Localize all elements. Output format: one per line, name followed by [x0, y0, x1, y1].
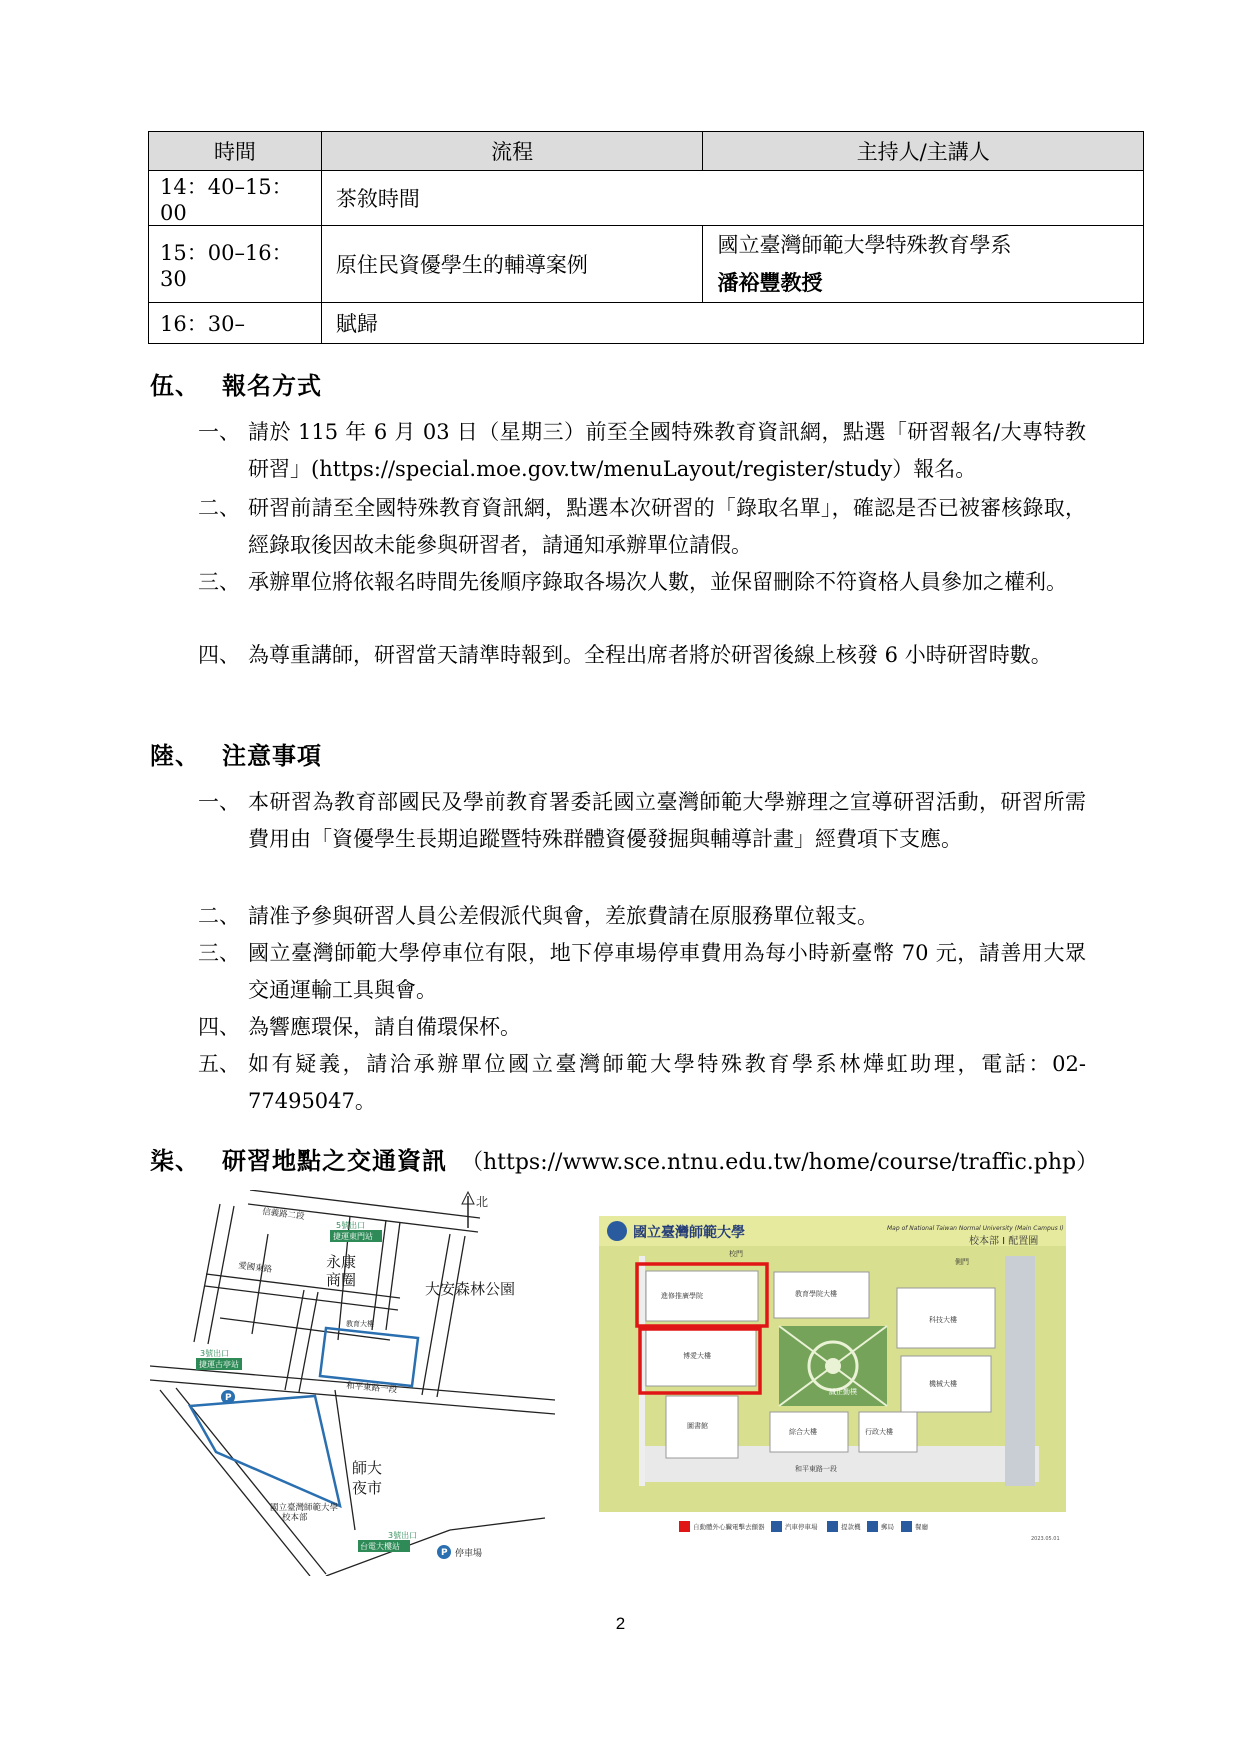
- page-number: 2: [615, 1614, 626, 1633]
- header-time: 時間: [149, 132, 322, 171]
- svg-text:捷運東門站: 捷運東門站: [333, 1232, 373, 1241]
- list-item-text: 承辦單位將依報名時間先後順序錄取各場次人數，並保留刪除不符資格人員參加之權利。: [248, 570, 1067, 594]
- list-item: [198, 1046, 1086, 1120]
- table-row: [149, 303, 1144, 344]
- svg-text:郵局: 郵局: [881, 1523, 894, 1531]
- svg-text:自動體外心臟電擊去顫器: 自動體外心臟電擊去顫器: [693, 1523, 765, 1531]
- section-title: 報名方式: [222, 371, 322, 400]
- list-marker: 一、: [198, 790, 240, 814]
- table-row: [149, 226, 1144, 303]
- list-marker: 四、: [198, 643, 240, 667]
- svg-text:國立臺灣師範大學: 國立臺灣師範大學: [633, 1225, 745, 1241]
- list-item: [198, 1009, 1086, 1046]
- svg-text:信義路二段: 信義路二段: [261, 1207, 306, 1223]
- list-item-text: 國立臺灣師範大學停車位有限，地下停車場停車費用為每小時新臺幣 70 元，請善用大眾交通運輸工具與會。: [248, 941, 1086, 1002]
- svg-text:Map of National Taiwan Normal: Map of National Taiwan Normal University (Main Campus I): [887, 1225, 1064, 1232]
- list-item: [198, 490, 1086, 564]
- svg-text:夜市: 夜市: [352, 1479, 383, 1497]
- campus-map: [599, 1216, 1066, 1544]
- host-name: 潘裕豐教授: [717, 270, 823, 295]
- list-item: [198, 637, 1086, 674]
- section-heading-notes: [150, 736, 322, 771]
- row-time: 16：30–: [149, 303, 322, 344]
- list-item-text: 研習前請至全國特殊教育資訊網，點選本次研習的「錄取名單」，確認是否已被審核錄取，經錄取後因故未能參與研習者，請通知承辦單位請假。: [248, 496, 1086, 557]
- host-affiliation: 國立臺灣師範大學特殊教育學系: [717, 233, 1012, 257]
- section-title: 注意事項: [222, 741, 322, 770]
- list-marker: 二、: [198, 496, 240, 520]
- schedule-table: [148, 131, 1144, 344]
- svg-text:側門: 側門: [955, 1258, 969, 1266]
- row-host: [703, 226, 1144, 303]
- svg-text:教育學院大樓: 教育學院大樓: [795, 1290, 837, 1298]
- svg-text:機械大樓: 機械大樓: [929, 1380, 957, 1388]
- list-item: [198, 935, 1086, 1009]
- section-number: 陸、: [150, 741, 200, 770]
- table-header-row: [149, 132, 1144, 171]
- svg-text:和平東路一段: 和平東路一段: [345, 1381, 398, 1396]
- list-marker: 一、: [198, 420, 240, 444]
- svg-text:停車場: 停車場: [455, 1549, 483, 1559]
- svg-text:大安森林公園: 大安森林公園: [425, 1280, 516, 1298]
- list-item: [198, 784, 1086, 858]
- section-heading-traffic: [150, 1141, 1098, 1176]
- svg-text:汽車停車場: 汽車停車場: [785, 1523, 818, 1531]
- list-item-text: 為響應環保，請自備環保杯。: [248, 1015, 521, 1039]
- list-marker: 四、: [198, 1015, 240, 1039]
- svg-text:提款機: 提款機: [841, 1523, 861, 1531]
- header-flow: 流程: [321, 132, 703, 171]
- svg-text:國立臺灣師範大學: 國立臺灣師範大學: [270, 1503, 339, 1513]
- street-map: [150, 1190, 555, 1576]
- section-title: 研習地點之交通資訊: [222, 1146, 447, 1175]
- list-item-text: 為尊重講師，研習當天請準時報到。全程出席者將於研習後線上核發 6 小時研習時數。: [248, 643, 1052, 667]
- svg-text:進修推廣學院: 進修推廣學院: [661, 1292, 703, 1300]
- header-host: 主持人/主講人: [703, 132, 1144, 171]
- svg-text:商圈: 商圈: [326, 1271, 357, 1289]
- list-marker: 三、: [198, 941, 240, 965]
- section-number: 柒、: [150, 1146, 200, 1175]
- svg-text:5號出口: 5號出口: [336, 1221, 366, 1230]
- list-item: [198, 898, 1086, 935]
- svg-text:行政大樓: 行政大樓: [865, 1428, 893, 1436]
- list-item-text: 請准予參與研習人員公差假派代與會，差旅費請在原服務單位報支。: [248, 904, 878, 928]
- svg-text:誠正勤樸: 誠正勤樸: [829, 1388, 857, 1396]
- svg-text:教育大樓: 教育大樓: [346, 1320, 374, 1328]
- svg-text:校本部 I 配置圖: 校本部 I 配置圖: [969, 1236, 1039, 1247]
- row-flow: 茶敘時間: [321, 171, 1143, 226]
- svg-text:科技大樓: 科技大樓: [929, 1316, 957, 1324]
- list-marker: 五、: [198, 1052, 240, 1076]
- section-heading-registration: [150, 366, 322, 401]
- table-row: [149, 171, 1144, 226]
- row-flow: 原住民資優學生的輔導案例: [321, 226, 703, 303]
- traffic-url: （https://www.sce.ntnu.edu.tw/home/course/traffic.php）: [461, 1150, 1099, 1175]
- svg-text:台電大樓站: 台電大樓站: [360, 1542, 400, 1551]
- list-marker: 二、: [198, 904, 240, 928]
- svg-text:愛國東路: 愛國東路: [237, 1261, 273, 1276]
- svg-text:圖書館: 圖書館: [687, 1422, 708, 1430]
- list-item-text: 請於 115 年 6 月 03 日（星期三）前至全國特殊教育資訊網，點選「研習報名/大專特教研習」(https://special.moe.gov.tw/menuLayout/register/study）報名。: [248, 420, 1086, 481]
- list-marker: 三、: [198, 570, 240, 594]
- svg-text:3號出口: 3號出口: [388, 1531, 418, 1540]
- list-item-text: 如有疑義，請洽承辦單位國立臺灣師範大學特殊教育學系林燁虹助理，電話：02-77495047。: [248, 1052, 1086, 1113]
- svg-text:3號出口: 3號出口: [200, 1349, 230, 1358]
- svg-text:師大: 師大: [352, 1459, 383, 1477]
- list-item-text: 本研習為教育部國民及學前教育署委託國立臺灣師範大學辦理之宣導研習活動，研習所需費用由「資優學生長期追蹤暨特殊群體資優發掘與輔導計畫」經費項下支應。: [248, 790, 1086, 851]
- row-flow: 賦歸: [321, 303, 1143, 344]
- svg-text:綜合大樓: 綜合大樓: [789, 1428, 817, 1436]
- svg-text:北: 北: [476, 1195, 489, 1209]
- svg-text:永康: 永康: [326, 1253, 357, 1271]
- section-number: 伍、: [150, 371, 200, 400]
- svg-text:餐廳: 餐廳: [915, 1523, 928, 1531]
- list-item: [198, 414, 1086, 488]
- row-time: 14：40–15：00: [149, 171, 322, 226]
- svg-text:博愛大樓: 博愛大樓: [683, 1352, 711, 1360]
- svg-text:P: P: [225, 1393, 232, 1403]
- svg-text:校本部: 校本部: [282, 1513, 308, 1523]
- list-item: [198, 564, 1086, 601]
- row-time: 15：00–16：30: [149, 226, 322, 303]
- svg-text:P: P: [441, 1548, 448, 1558]
- svg-text:校門: 校門: [729, 1250, 743, 1258]
- svg-text:和平東路一段: 和平東路一段: [795, 1465, 837, 1473]
- svg-text:2023.05.01: 2023.05.01: [1031, 1536, 1060, 1542]
- svg-text:捷運古亭站: 捷運古亭站: [199, 1360, 239, 1369]
